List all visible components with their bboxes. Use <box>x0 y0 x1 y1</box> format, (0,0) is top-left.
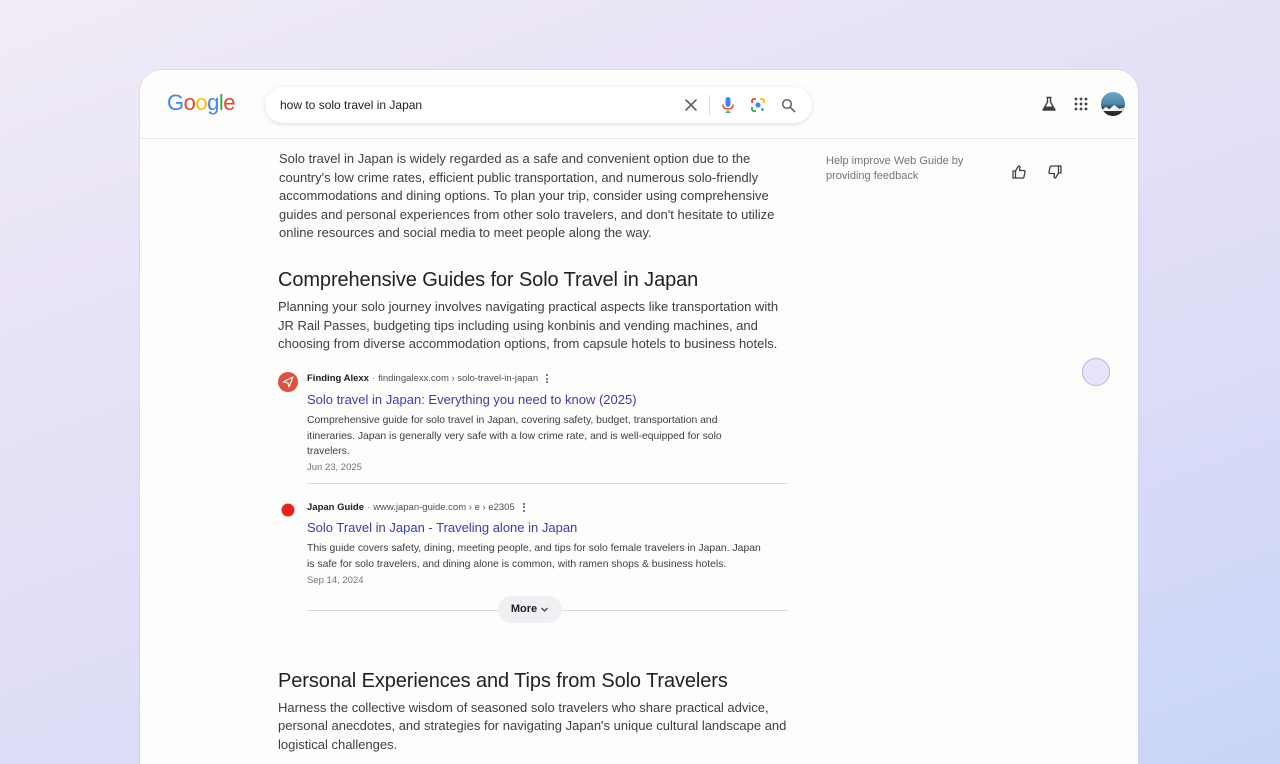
source-name: Finding Alexx <box>307 373 369 385</box>
result-date: Jun 23, 2025 <box>307 462 362 474</box>
section-personal-experiences <box>278 670 788 755</box>
result-title-link[interactable]: Solo travel in Japan: Everything you need to know (2025) <box>307 391 637 407</box>
search-input[interactable] <box>280 98 670 112</box>
logo-letter: l <box>218 90 224 115</box>
result-divider <box>307 483 788 484</box>
search-header <box>140 70 1138 139</box>
japan-guide-favicon <box>278 500 298 520</box>
browser-window <box>140 70 1138 764</box>
logo-letter: o <box>183 90 196 115</box>
search-icon[interactable] <box>776 93 800 117</box>
result-date: Sep 14, 2024 <box>307 574 364 586</box>
close-icon[interactable] <box>679 93 703 117</box>
ai-summary: Solo travel in Japan is widely regarded as a safe and convenient option due to the country's low crime rates, efficient public transportation, and numerous solo-friendly accommodations and dining options. To plan your trip, consider using comprehensive guides and personal experiences from other solo travelers, and don't hesitate to utilize online resources and social media to meet people along the way. <box>279 151 775 241</box>
result-snippet: Comprehensive guide for solo travel in Japan, covering safety, budget, transportation and itineraries. Japan is generally very safe with a low crime rate, and is well-equipped for solo travelers. <box>307 414 722 458</box>
section-description: Harness the collective wisdom of seasoned solo travelers who share practical advice, personal anecdotes, and strategies for navigating Japan's unique cultural landscape and logistical challenges. <box>278 699 787 752</box>
search-box-actions <box>673 87 800 123</box>
search-result <box>278 500 788 586</box>
source-breadcrumb: www.japan-guide.com › e › e2305 <box>373 501 515 513</box>
more-options-icon[interactable] <box>546 374 548 383</box>
feedback-prompt: Help improve Web Guide by providing feedback <box>826 155 964 182</box>
logo-letter: g <box>207 90 219 115</box>
section-title: Comprehensive Guides for Solo Travel in Japan <box>278 268 699 291</box>
microphone-icon[interactable] <box>716 93 740 117</box>
finding-alexx-favicon <box>278 372 298 392</box>
separator: · <box>371 373 376 385</box>
more-label: More <box>510 603 538 616</box>
thumbs-up-icon[interactable] <box>1009 162 1029 182</box>
thumbs-down-icon[interactable] <box>1045 162 1065 182</box>
lens-icon[interactable] <box>746 93 770 117</box>
source-breadcrumb: findingalexx.com › solo-travel-in-japan <box>378 373 539 385</box>
chevron-down-icon <box>540 605 549 614</box>
labs-flask-icon[interactable] <box>1037 92 1061 116</box>
search-box <box>265 87 812 123</box>
logo-letter: e <box>223 90 236 115</box>
web-guide-content <box>278 150 788 755</box>
search-divider <box>709 95 710 115</box>
section-title: Personal Experiences and Tips from Solo Travelers <box>278 669 728 692</box>
section-comprehensive-guides <box>278 269 788 624</box>
section-description: Planning your solo journey involves navigating practical aspects like transportation with JR Rail Passes, budgeting tips including using konbinis and vending machines, and choosing from diverse accommodation options, from capsule hotels to business hotels. <box>278 298 779 352</box>
logo-letter: G <box>167 90 184 115</box>
apps-grid-icon[interactable] <box>1069 92 1093 116</box>
more-button[interactable] <box>498 596 562 623</box>
more-options-icon[interactable] <box>523 503 525 512</box>
cursor-indicator <box>1082 358 1110 386</box>
separator: · <box>367 501 371 513</box>
header-actions <box>1029 92 1125 116</box>
result-snippet: This guide covers safety, dining, meeting people, and tips for solo female travelers in Japan. Japan is safe for solo travelers, and dining alone is common, with ramen shops & business hotels. <box>307 543 761 570</box>
logo-letter: o <box>195 90 208 115</box>
result-source-line <box>307 500 788 514</box>
more-row <box>278 596 788 624</box>
search-result <box>278 372 788 473</box>
result-title-link[interactable]: Solo Travel in Japan - Traveling alone in Japan <box>307 520 578 536</box>
source-name: Japan Guide <box>307 501 365 513</box>
avatar[interactable] <box>1101 92 1125 116</box>
google-logo[interactable] <box>167 90 235 116</box>
result-source-line <box>307 372 788 386</box>
